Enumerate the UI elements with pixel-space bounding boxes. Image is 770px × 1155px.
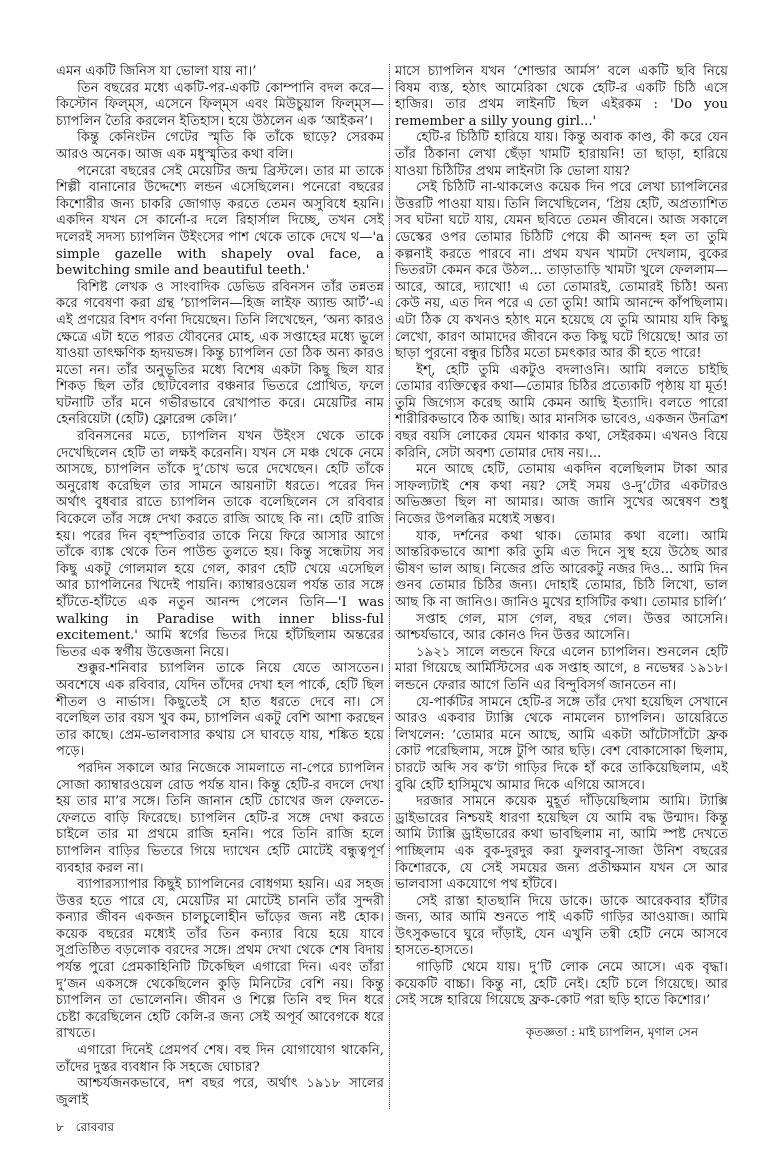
paragraph: ১৯২১ সালে লন্ডনে ফিরে এলেন চ্যাপলিন। শুনলেন হেটি মারা গিয়েছে আর্মিস্টিসের এক সপ্তাহ আগে, ৪ নভেম্বর ১৯১৮। লন্ডনে ফেরার আগে তিনি এর বিন্দুবিসর্গ জানতেন না। [395, 644, 728, 693]
right-column [395, 64, 728, 1109]
paragraph: পনেরো বছরের সেই মেয়েটির জন্ম ব্রিস্টলে। তার মা তাকে শিল্পী বানানোর উদ্দেশ্যে লন্ডন এসেছিলেন। পনেরো বছরের কিশোরীর জন্য চাকরি জোগাড় করতে তেমন অসুবিধে হয়নি। একদিন যখন সে কার্নো-র দলে রিহার্সাল দিচ্ছে, তখন সেই দলেরই সদস্য চ্যাপলিন উইংসের পাশ থেকে তাকে দেখে থ—'a simple gazelle with shapely oval face, a bewitching smile and beautiful teeth.' [56, 163, 384, 279]
column-divider [389, 64, 390, 1109]
paragraph: ইশ্‌, হেটি তুমি একটুও বদলাওনি। আমি বলতে চাইছি তোমার ব্যক্তিত্বের কথা—তোমার চিঠির প্রত্যেকটি পৃষ্ঠায় যা মূর্ত! তুমি জিগ্যেস করেছ আমি কেমন আছি ইত্যাদি। বলতে পারো শারীরিকভাবে ঠিক আছি। আর মানসিক ভাবেও, একজন উনত্রিশ বছর বয়সি লোকের যেমন থাকার কথা, সেইরকম। এখনও বিয়ে করিনি, সেটা অবশ্য তোমার দোষ নয়।... [395, 362, 728, 461]
paragraph: তিন বছরের মধ্যে একটি-পর-একটি কোম্পানি বদল করে—কিস্টোন ফিল্‌ম্‌স, এসেনে ফিল্‌ম্‌স এবং মিউচুয়াল ফিল্‌ম্‌স—চ্যাপলিন তৈরি করলেন ইতিহাস। হয়ে উঠলেন এক ‘আইকন’। [56, 80, 384, 129]
paragraph: কিন্তু কেনিংটন গেটের স্মৃতি কি তাঁকে ছাড়ে? সেরকম আরও অনেক। আজ এক মধুস্মৃতির কথা বলি। [56, 130, 384, 162]
paragraph: হেটি-র চিঠিটি হারিয়ে যায়। কিন্তু অবাক কাণ্ড, কী করে যেন তাঁর ঠিকানা লেখা ছেঁড়া খামটি হারায়নি! তা ছাড়া, হারিয়ে যাওয়া চিঠিটির প্রথম লাইনটা কি ভোলা যায়? [395, 130, 728, 179]
paragraph: এমন একটি জিনিস যা ভোলা যায় না।’ [56, 64, 257, 79]
paragraph: মাসে চ্যাপলিন যখন ‘শোল্ডার আর্মস’ বলে একটি ছবি নিয়ে বিষম ব্যস্ত, হঠাৎ আমেরিকা থেকে হেটি-র একটি চিঠি এসে হাজির। তার প্রথম লাইনটি ছিল এইরকম : 'Do you remember a silly young girl...' [395, 64, 728, 129]
paragraph: আশ্চর্যজনকভাবে, দশ বছর পরে, অর্থাৎ ১৯১৮ সালের জুলাই [56, 1076, 384, 1108]
paragraph: সেই রাস্তা হাতছানি দিয়ে ডাকে। ডাকে আরেকবার হাঁটার জন্য, আর আমি শুনতে পাই একটি গাড়ির আওয়াজ। আমি উৎসুকভাবে ঘুরে দাঁড়াই, যেন এখুনি তন্বী হেটি নেমে আসবে হাসতে-হাসতে। [395, 893, 728, 959]
credit-line: কৃতজ্ঞতা : মাই চ্যাপলিন, মৃণাল সেন [525, 1024, 698, 1039]
page-footer [56, 1119, 729, 1135]
paragraph: শুক্কুর-শনিবার চ্যাপলিন তাকে নিয়ে যেতে আসতেন। অবশেষে এক রবিবার, যেদিন তাঁদের দেখা হল পার্কে, হেটি ছিল শীতল ও নার্ভাস। কিছুতেই সে হাত ধরতে দেবে না। সে বলেছিল তার বয়স খুব কম, চ্যাপলিন একটু বেশি আশা করছেন তার কাছে। প্রেম-ভালবাসার কথায় সে ঘাবড়ে যায়, শঙ্কিত হয়ে পড়ে। [56, 661, 384, 760]
paragraph: ব্যাপারস্যাপার কিছুই চ্যাপলিনের বোধগম্য হয়নি। এর সহজ উত্তর হতে পারে যে, মেয়েটির মা মোটেই চাননি তাঁর সুন্দরী কন্যার জীবন একজন চালচুলোহীন ভাঁড়ের জন্য নষ্ট হোক। কয়েক বছরের মধ্যেই তাঁর তিন কন্যার বিয়ে হয়ে যাবে সুপ্রতিষ্ঠিত বড়লোক বরদের সঙ্গে। প্রথম দেখা থেকে শেষ বিদায় পর্যন্ত পুরো প্রেমকাহিনিটি টিকেছিল এগারো দিন। এবং তাঁরা দু’জন একসঙ্গে থেকেছিলেন কুড়ি মিনিটের বেশি নয়। কিন্তু চ্যাপলিন তা ভোলেননি। জীবন ও শিল্পে তিনি বহু দিন ধরে চেষ্টা করেছিলেন হেটি কেলি-র জন্য সেই অপূর্ব আবেগকে ধরে রাখতে। [56, 877, 384, 1042]
paragraph: পরদিন সকালে আর নিজেকে সামলাতে না-পেরে চ্যাপলিন সোজা ক্যাম্বারওয়েল রোড পর্যন্ত যান। কিন্তু হেটি-র বদলে দেখা হয় তার মা’র সঙ্গে। তিনি জানান হেটি চোখের জল ফেলতে-ফেলতে বাড়ি ফিরেছে। চ্যাপলিন হেটি-র সঙ্গে দেখা করতে চাইলে তার মা প্রথমে রাজি হননি। পরে তিনি রাজি হলে চ্যাপলিন বাড়ির ভিতরে গিয়ে দ্যাখেন হেটি মোটেই বন্ধুত্বপূর্ণ ব্যবহার করল না। [56, 760, 384, 876]
paragraph: মনে আছে হেটি, তোমায় একদিন বলেছিলাম টাকা আর সাফল্যটাই শেষ কথা নয়? সেই সময় ও-দু’টোর একটারও অভিজ্ঞতা ছিল না আমার। আজ জানি সুখের অন্বেষণ শুধু নিজের উপলব্ধির মধ্যেই সম্ভব। [395, 462, 728, 528]
paragraph: যাক, দর্শনের কথা থাক। তোমার কথা বলো। আমি আন্তরিকভাবে আশা করি তুমি এত দিনে সুস্থ হয়ে উঠেছ আর ভীষণ ভাল আছ। নিজের প্রতি আরেকটু নজর দিও... আমি দিন গুনব তোমার চিঠির জন্য। দোহাই তোমার, চিঠি লিখো, ভাল আছ কি না জানিও। জানিও মুখের হাসিটির কথা। তোমার চার্লি।’ [395, 528, 728, 610]
paragraph: বিশিষ্ট লেখক ও সাংবাদিক ডেভিড রবিনসন তাঁর তন্নতন্ন করে গবেষণা করা গ্রন্থ ‘চ্যাপলিন—হিজ লাইফ অ্যান্ড আর্ট’-এ এই প্রণয়ের বিশদ বর্ণনা দিয়েছেন। তিনি লিখেছেন, ‘অন্য কারও ক্ষেত্রে এটা হতে পারত যৌবনের মোহ, এক সপ্তাহের মধ্যে ভুলে যাওয়া তাৎক্ষণিক হৃদয়ভঙ্গ। কিন্তু চ্যাপলিন তো ঠিক অন্য কারও মতো নন। তাঁর অনুভূতির মধ্যে বিশেষ একটা কিছু ছিল যার শিকড় ছিল তাঁর ছোটবেলার বঞ্চনার ভিতরে প্রোথিত, ফলে ঘটনাটি তাঁর মনে গভীরভাবে রেখাপাত করে। মেয়েটির নাম হেনরিয়েটা (হেটি) ফ্লোরেন্স কেলি।’ [56, 279, 384, 428]
paragraph: গাড়িটি থেমে যায়। দু’টি লোক নেমে আসে। এক বৃদ্ধা। কয়েকটি বাচ্চা। কিন্তু না, হেটি নেই। হেটি চলে গিয়েছে। আর সেই সঙ্গে হারিয়ে গিয়েছে ফ্রক-কোট পরা ছড়ি হাতে কিশোর।’ [395, 960, 728, 1009]
paragraph: রবিনসনের মতে, চ্যাপলিন যখন উইংস থেকে তাকে দেখেছিলেন হেটি তা লক্ষই করেননি। যখন সে মঞ্চ থেকে নেমে আসছে, চ্যাপলিন তাঁকে দু’চোখ ভরে দেখেছেন। হেটি তাঁকে অনুরোধ করেছিল তার সামনে আয়নাটা ধরতে। পরের দিন অর্থাৎ বুধবার রাতে চ্যাপলিন তাকে বলেছিলেন সে রবিবার বিকেলে তাঁর সঙ্গে দেখা করতে রাজি আছে কি না। হেটি রাজি হয়। পরের দিন বৃহস্পতিবার তাকে নিয়ে ফিরে আসার আগে তাঁকে ব্যাঙ্ক থেকে তিন পাউন্ড তুলতে হয়। কিন্তু সন্ধেটায় সব কিছু একটু গোলমাল হয়ে গেল, কারণ হেটি খেয়ে এসেছিল আর চ্যাপলিনের খিদেই পায়নি। ক্যাম্বারওয়েল পর্যন্ত তার সঙ্গে হাঁটতে-হাঁটতে এক নতুন আনন্দ পেলেন তিনি—'I was walking in Paradise with inner bliss-ful excitement.' আমি স্বর্গের ভিতর দিয়ে হাঁটছিলাম অন্তরের ভিতর এক স্বর্গীয় উত্তেজনা নিয়ে। [56, 429, 384, 660]
magazine-name: রোববার [75, 1120, 115, 1135]
page-number: ৮ [56, 1120, 64, 1135]
paragraph: সপ্তাহ গেল, মাস গেল, বছর গেল। উত্তর আসেনি। আশ্চর্যভাবে, আর কোনও দিন উত্তর আসেনি। [395, 611, 728, 644]
article-columns [56, 64, 729, 1109]
paragraph: দরজার সামনে কয়েক মুহূর্ত দাঁড়িয়েছিলাম আমি। ট্যাক্সি ড্রাইভারের নিশ্চয়ই ধারণা হয়েছিল যে আমি বদ্ধ উন্মাদ। কিন্তু আমি ট্যাক্সি ড্রাইভারের কথা ভাবছিলাম না, আমি স্পষ্ট দেখতে পাচ্ছিলাম এক বুক-দুরদুর করা ফুলবাবু-সাজা উনিশ বছরের কিশোরকে, যে সেই সময়ের জন্য প্রতীক্ষমান যখন সে আর ভালবাসা একযোগে পথ হাঁটবে। [395, 794, 728, 893]
paragraph: সেই চিঠিটি না-থাকলেও কয়েক দিন পরে লেখা চ্যাপলিনের উত্তরটি পাওয়া যায়। তিনি লিখেছিলেন, ‘প্রিয় হেটি, অপ্রত্যাশিত সব ঘটনা ঘটে যায়, যেমন ছবিতে তেমন জীবনে। আজ সকালে ডেস্কের ওপর তোমার চিঠিটি পেয়ে কী আনন্দ হল তা তুমি কল্পনাই করতে পারবে না। প্রথম যখন খামটা দেখলাম, বুকের ভিতরটা কেমন করে উঠল... তাড়াতাড়ি খামটা খুলে ফেললাম—আরে, আরে, দ্যাখো! এ তো তোমারই, তোমারই চিঠি! অন্য কেউ নয়, এত দিন পরে এ তো তুমি! আমি আনন্দে কাঁপছিলাম। এটা ঠিক যে কখনও হঠাৎ মনে হয়েছে যে তুমি আমায় যদি কিছু লেখো, কারণ আমাদের জীবনে কত কিছু ঘটে গিয়েছে! আর তা ছাড়া পুরনো বন্ধুর চিঠির মতো চমৎকার আর কী হতে পারে! [395, 180, 728, 362]
paragraph: যে-পার্কটির সামনে হেটি-র সঙ্গে তাঁর দেখা হয়েছিল সেখানে আরও একবার ট্যাক্সি থেকে নামলেন চ্যাপলিন। ডায়েরিতে লিখলেন: ‘তোমার মনে আছে, আমি একটা আঁটোসাঁটো ফ্রক কোট পরেছিলাম, সঙ্গে টুপি আর ছড়ি। বেশ বোকাসোকা ছিলাম, চারটে অব্দি সব ক’টা গাড়ির দিকে হাঁ করে তাকিয়েছিলাম, এই বুঝি হেটি হাসিমুখে আমার দিকে এগিয়ে আসবে। [395, 694, 728, 793]
paragraph: এগারো দিনেই প্রেমপর্ব শেষ। বহু দিন যোগাযোগ থাকেনি, তাঁদের দুস্তর ব্যবধান কি সহজে ঘোচার? [56, 1043, 384, 1075]
left-column [56, 64, 384, 1109]
